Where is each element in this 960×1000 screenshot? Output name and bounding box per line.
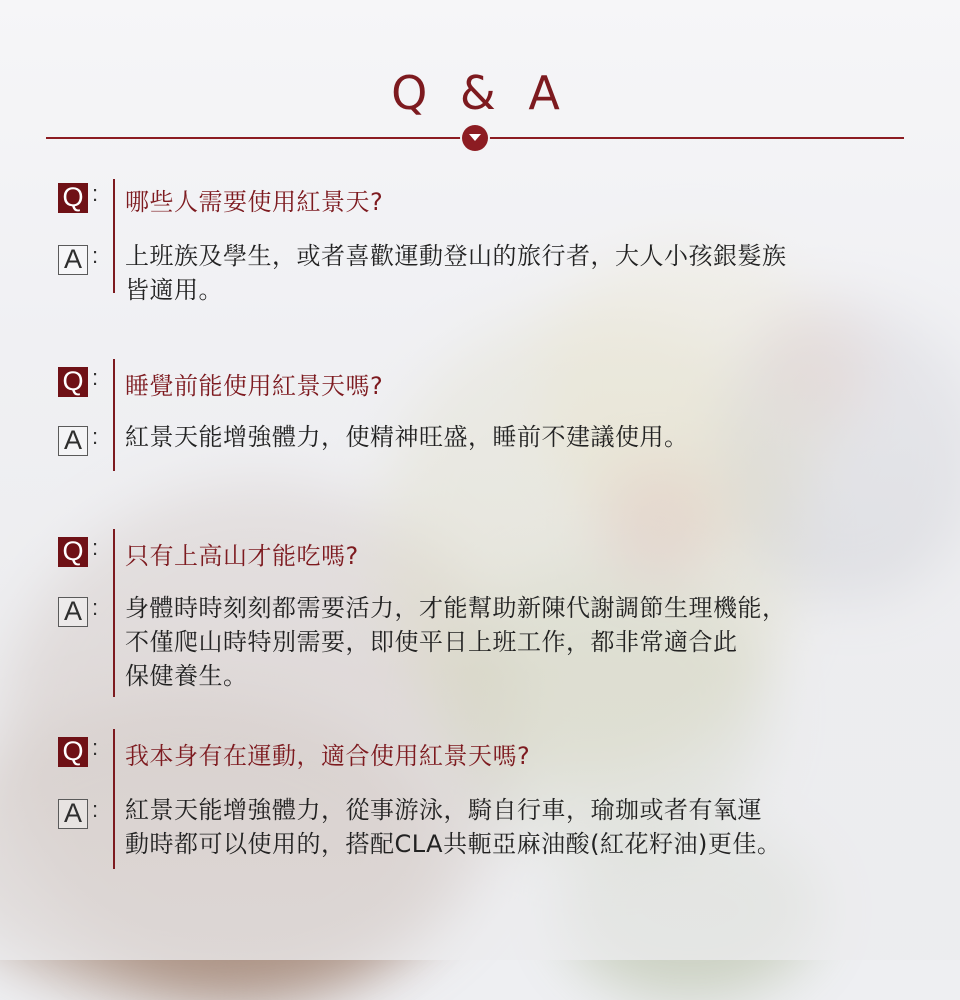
question-colon: : xyxy=(92,735,99,760)
question-badge: Q xyxy=(58,537,88,567)
answer-badge: A xyxy=(58,245,88,275)
answer-badge: A xyxy=(58,426,88,456)
answer-line: 紅景天能增強體力，使精神旺盛，睡前不建議使用。 xyxy=(125,423,689,451)
question-text: 我本身有在運動，適合使用紅景天嗎? xyxy=(125,742,531,770)
question-colon: : xyxy=(92,181,99,206)
qa-item-3 xyxy=(58,537,918,707)
question-badge: Q xyxy=(58,367,88,397)
qa-item-1 xyxy=(58,183,918,303)
answer-line: 紅景天能增強體力，從事游泳，騎自行車，瑜珈或者有氧運 xyxy=(125,796,762,824)
answer-colon: : xyxy=(92,797,99,822)
answer-line: 皆適用。 xyxy=(125,276,223,304)
qa-divider-line xyxy=(113,729,115,869)
question-text: 哪些人需要使用紅景天? xyxy=(125,188,384,216)
answer-line: 上班族及學生，或者喜歡運動登山的旅行者，大人小孩銀髮族 xyxy=(125,242,787,270)
page-title: Q & A xyxy=(391,66,569,120)
qa-divider-line xyxy=(113,179,115,293)
answer-text xyxy=(125,591,925,693)
qa-divider-line xyxy=(113,359,115,471)
question-text: 只有上高山才能吃嗎? xyxy=(125,542,359,570)
answer-colon: : xyxy=(92,243,99,268)
question-badge: Q xyxy=(58,183,88,213)
qa-item-4 xyxy=(58,737,918,877)
answer-badge: A xyxy=(58,597,88,627)
answer-badge: A xyxy=(58,799,88,829)
qa-divider-line xyxy=(113,529,115,697)
question-text: 睡覺前能使用紅景天嗎? xyxy=(125,372,384,400)
question-badge: Q xyxy=(58,737,88,767)
answer-text xyxy=(125,239,925,307)
answer-line: 保健養生。 xyxy=(125,662,248,690)
qa-item-2 xyxy=(58,367,918,477)
chevron-down-icon xyxy=(462,125,488,151)
answer-text xyxy=(125,420,925,454)
question-colon: : xyxy=(92,535,99,560)
answer-line: 身體時時刻刻都需要活力，才能幫助新陳代謝調節生理機能， xyxy=(125,594,787,622)
question-colon: : xyxy=(92,365,99,390)
answer-colon: : xyxy=(92,595,99,620)
answer-colon: : xyxy=(92,424,99,449)
answer-text xyxy=(125,793,925,861)
answer-line: 動時都可以使用的，搭配CLA共軛亞麻油酸(紅花籽油)更佳。 xyxy=(125,830,782,858)
answer-line: 不僅爬山時特別需要，即使平日上班工作，都非常適合此 xyxy=(125,628,738,656)
